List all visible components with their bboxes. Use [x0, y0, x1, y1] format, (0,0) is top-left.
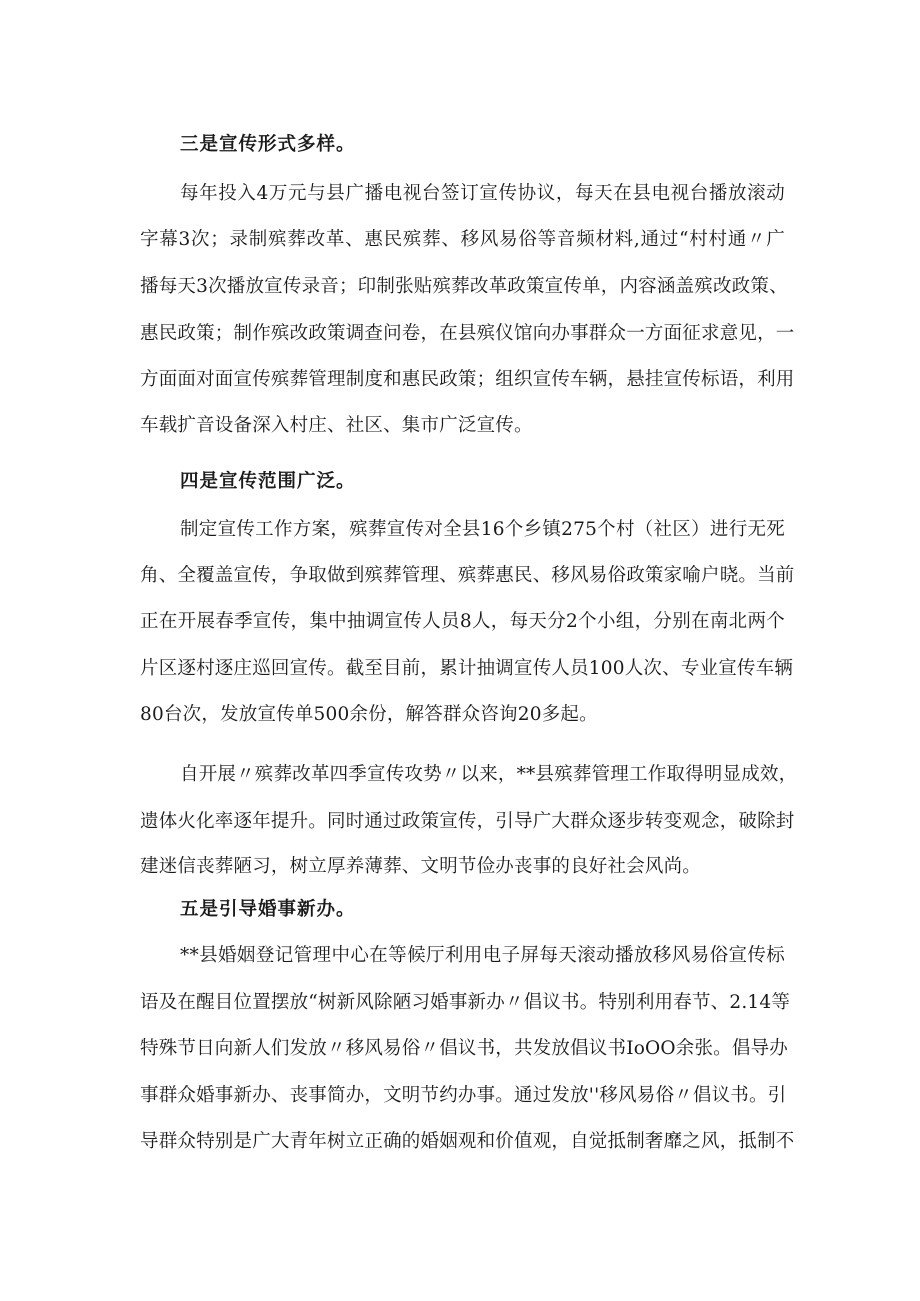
- paragraph-line: 制定宣传工作方案，殡葬宣传对全县16个乡镇275个村（社区）进行无死: [180, 519, 785, 540]
- paragraph-line: 每年投入4万元与县广播电视台签订宣传协议，每天在县电视台播放滚动: [180, 183, 785, 204]
- paragraph-line: 字幕3次；录制殡葬改革、惠民殡葬、移风易俗等音频材料,通过“村村通〃广: [140, 229, 785, 250]
- paragraph-line: **县婚姻登记管理中心在等候厅利用电子屏每天滚动播放移风易俗宣传标: [180, 945, 785, 966]
- paragraph-line: 80台次，发放宣传单500余份，解答群众咨询20多起。: [140, 704, 598, 725]
- paragraph-line: 导群众特别是广大青年树立正确的婚姻观和价值观，自觉抵制奢靡之风，抵制不: [140, 1131, 795, 1152]
- paragraph-line: 惠民政策；制作殡改政策调查问卷，在县殡仪馆向办事群众一方面征求意见，一: [140, 323, 795, 344]
- paragraph-line: 正在开展春季宣传，集中抽调宣传人员8人，每天分2个小组，分别在南北两个: [140, 611, 785, 632]
- paragraph-line: 播每天3次播放宣传录音；印制张贴殡葬改革政策宣传单，内容涵盖殡改政策、: [140, 276, 788, 297]
- paragraph-line: 角、全覆盖宣传，争取做到殡葬管理、殡葬惠民、移风易俗政策家喻户晓。当前: [140, 565, 795, 586]
- section-heading: 五是引导婚事新办。: [180, 899, 356, 920]
- paragraph-line: 建迷信丧葬陋习，树立厚养薄葬、文明节俭办丧事的良好社会风尚。: [140, 856, 702, 877]
- section-heading: 三是宣传形式多样。: [180, 134, 356, 155]
- paragraph-line: 遗体火化率逐年提升。同时通过政策宣传，引导广大群众逐步转变观念，破除封: [140, 811, 795, 832]
- paragraph-line: 语及在醒目位置摆放“树新风除陋习婚事新办〃倡议书。特别利用春节、2.14等: [140, 992, 791, 1013]
- paragraph-line: 自开展〃殡葬改革四季宣传攻势〃以来，**县殡葬管理工作取得明显成效，: [180, 764, 798, 785]
- paragraph-line: 特殊节日向新人们发放〃移风易俗〃倡议书，共发放倡议书IoOO余张。倡导办: [140, 1038, 788, 1059]
- paragraph-line: 片区逐村逐庄巡回宣传。截至目前，累计抽调宣传人员100人次、专业宣传车辆: [140, 658, 794, 679]
- paragraph-line: 方面面对面宣传殡葬管理制度和惠民政策；组织宣传车辆，悬挂宣传标语，利用: [140, 369, 795, 390]
- paragraph-line: 车载扩音设备深入村庄、社区、集市广泛宣传。: [140, 415, 533, 436]
- section-heading: 四是宣传范围广泛。: [180, 471, 356, 492]
- paragraph-line: 事群众婚事新办、丧事简办，文明节约办事。通过发放''移风易俗〃倡议书。引: [140, 1085, 787, 1106]
